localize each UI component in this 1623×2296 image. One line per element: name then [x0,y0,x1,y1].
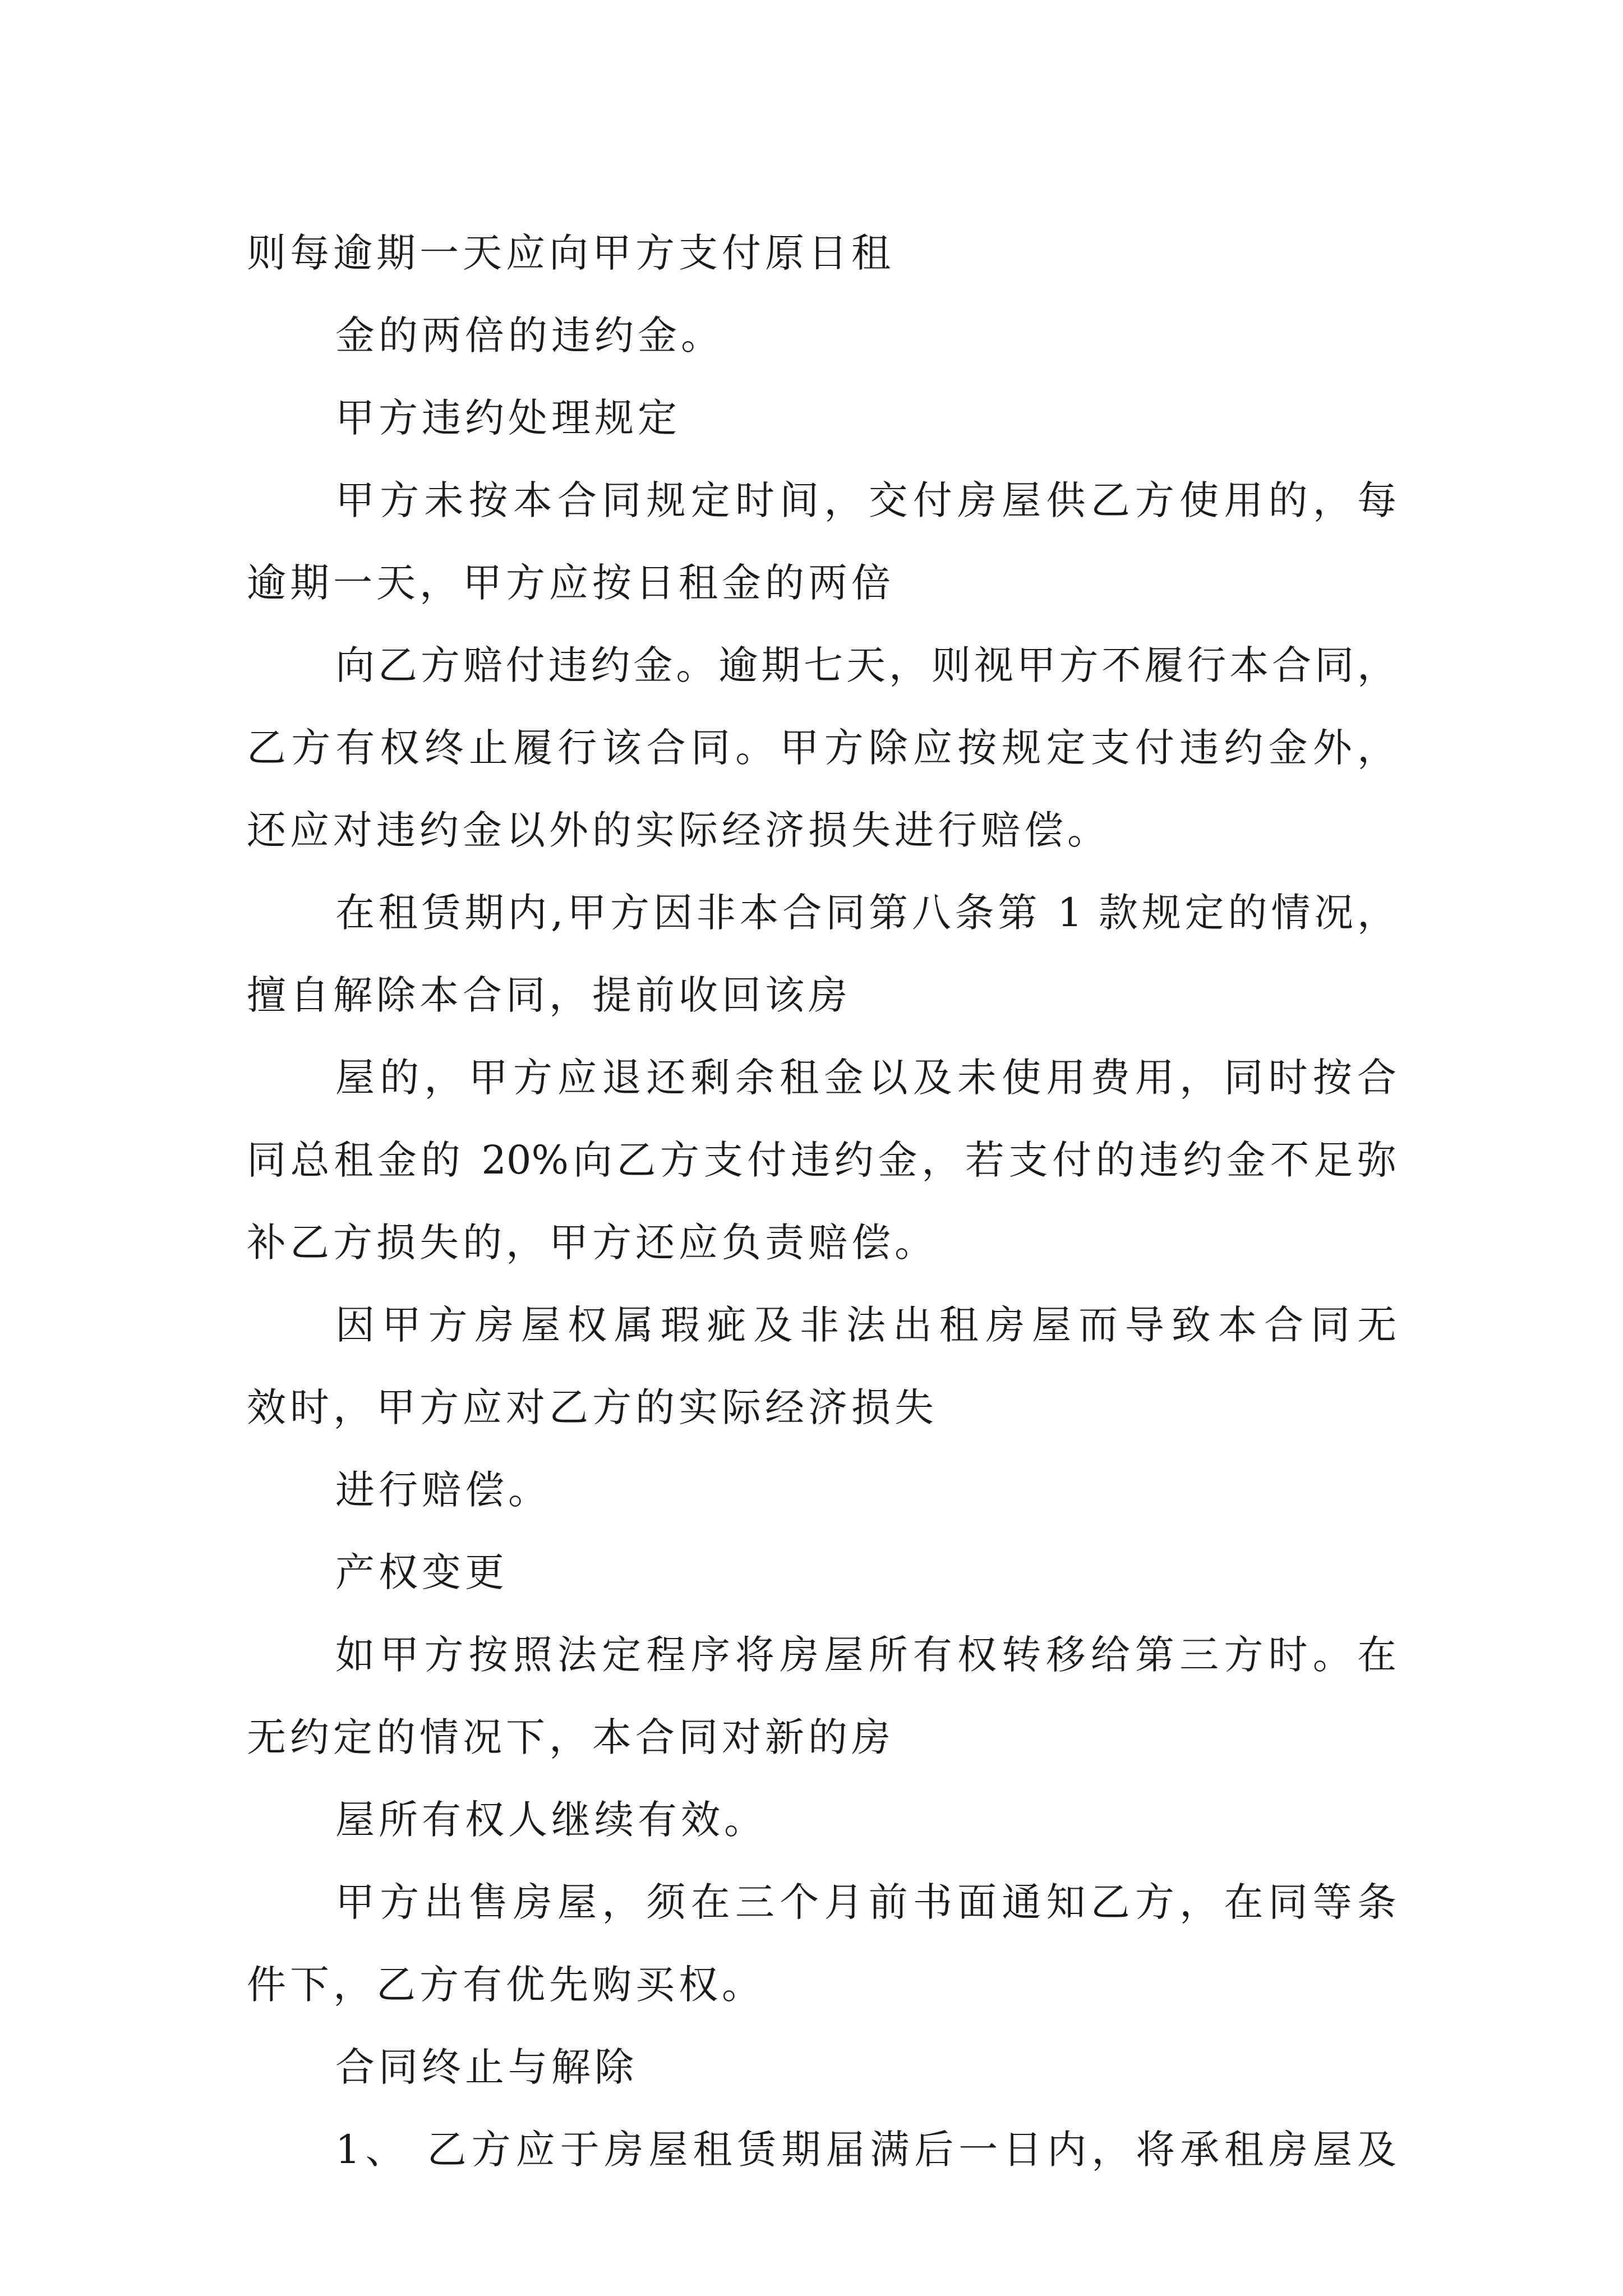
section-heading: 甲方违约处理规定 [335,395,681,441]
section-heading: 产权变更 [335,1549,508,1595]
text-line: 甲方出售房屋，须在三个月前书面通知乙方，在同等条 [335,1879,1396,1925]
document-body [247,212,1396,2191]
text-line: 逾期一天，甲方应按日租金的两倍 [247,560,895,606]
text-line: 无约定的情况下，本合同对新的房 [247,1714,895,1760]
section-heading: 合同终止与解除 [335,2044,638,2090]
text-line: 金的两倍的违约金。 [335,312,724,358]
text-line: 在租赁期内,甲方因非本合同第八条第 1 款规定的情况， [335,890,1396,936]
text-line: 效时，甲方应对乙方的实际经济损失 [247,1384,938,1430]
text-line: 甲方未按本合同规定时间，交付房屋供乙方使用的，每 [335,477,1396,523]
text-line: 还应对违约金以外的实际经济损失进行赔偿。 [247,807,1110,853]
text-line: 则每逾期一天应向甲方支付原日租 [247,230,895,276]
text-line: 件下，乙方有优先购买权。 [247,1962,765,2008]
text-line: 向乙方赔付违约金。逾期七天，则视甲方不履行本合同， [335,642,1396,688]
text-line: 屋所有权人继续有效。 [335,1797,767,1843]
text-line: 进行赔偿。 [335,1467,551,1513]
list-item: 1、 乙方应于房屋租赁期届满后一日内，将承租房屋及 [335,2127,1396,2173]
text-line: 同总租金的 20%向乙方支付违约金，若支付的违约金不足弥 [247,1137,1396,1183]
text-line: 屋的，甲方应退还剩余租金以及未使用费用，同时按合 [335,1055,1396,1101]
text-line: 擅自解除本合同，提前收回该房 [247,972,851,1018]
text-line: 因甲方房屋权属瑕疵及非法出租房屋而导致本合同无 [335,1302,1396,1348]
text-line: 如甲方按照法定程序将房屋所有权转移给第三方时。在 [335,1632,1396,1678]
text-line: 乙方有权终止履行该合同。甲方除应按规定支付违约金外， [247,725,1396,771]
text-line: 补乙方损失的，甲方还应负责赔偿。 [247,1220,938,1266]
